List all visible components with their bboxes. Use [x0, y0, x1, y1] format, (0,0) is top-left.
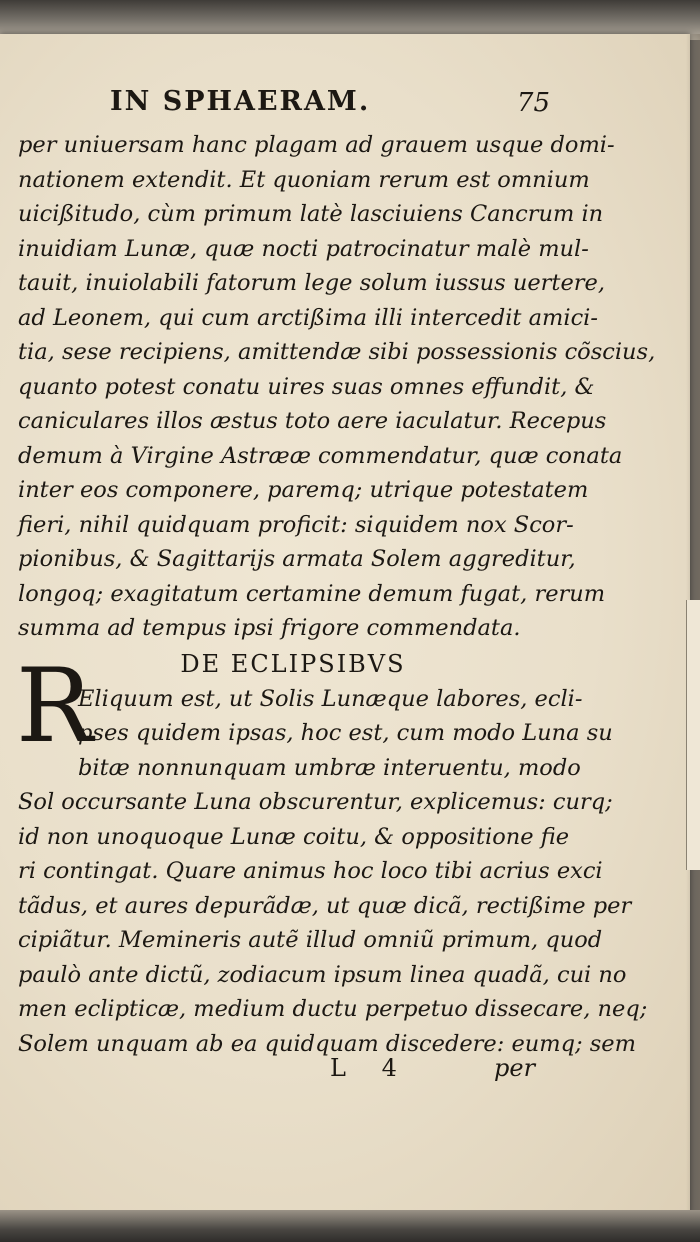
- text-line: caniculares illos æstus toto aere iaculatur. Recepus: [18, 408, 607, 434]
- text-line: paulò ante dictũ, zodiacum ipsum linea quadã, cui no: [18, 961, 627, 988]
- text-line: inuidiam Lunæ, quæ nocti patrocinatur malè mul-: [18, 235, 589, 262]
- text-line: bitæ nonnunquam umbræ interuentu, modo: [78, 754, 581, 781]
- running-head: IN SPHAERAM.: [110, 86, 371, 117]
- text-line: men eclipticæ, medium ductu perpetuo dissecare, neq;: [18, 996, 648, 1022]
- binding-bottom-edge: [0, 1210, 700, 1242]
- catchword: per: [494, 1054, 536, 1082]
- text-line: inter eos componere, paremq; utrique potestatem: [18, 477, 589, 503]
- text-line: Sol occursante Luna obscurentur, explicemus: curq;: [18, 789, 613, 815]
- text-line: cipiãtur. Memineris autẽ illud omniũ primum, quod: [18, 927, 603, 953]
- text-line: longoq; exagitatum certamine demum fugat, rerum: [18, 580, 606, 607]
- text-line: tauit, inuiolabili fatorum lege solum iussus uertere,: [18, 270, 605, 296]
- text-line: ri contingat. Quare animus hoc loco tibi acrius exci: [18, 858, 603, 884]
- text-line: per uniuersam hanc plagam ad grauem usque domi-: [18, 132, 615, 158]
- text-line: fieri, nihil quidquam proficit: siquidem nox Scor-: [18, 511, 574, 538]
- text-line: id non unoquoque Lunæ coitu, & oppositione fie: [18, 823, 570, 850]
- section-heading: DE ECLIPSIBVS: [180, 649, 406, 678]
- page-header: [110, 86, 550, 126]
- text-line: pses quidem ipsas, hoc est, cum modo Luna su: [78, 720, 613, 746]
- drop-cap: R: [16, 647, 93, 766]
- text-line: uicißitudo, cùm primum latè lasciuiens Cancrum in: [18, 201, 604, 227]
- text-line: ad Leonem, qui cum arctißima illi intercedit amici-: [18, 304, 598, 331]
- text-line: pionibus, & Sagittarijs armata Solem aggreditur,: [18, 546, 576, 572]
- text-line: tãdus, et aures depurãdæ, ut quæ dicã, rectißime per: [18, 892, 632, 919]
- signature-mark: L 4: [330, 1054, 411, 1082]
- text-line: summa ad tempus ipsi frigore commendata.: [18, 615, 521, 641]
- text-block: [18, 128, 656, 1061]
- page-footer: [0, 1054, 540, 1088]
- text-line: quanto potest conatu uires suas omnes effundit, &: [18, 373, 595, 400]
- text-line: tia, sese recipiens, amittendæ sibi possessionis cõscius,: [18, 339, 656, 365]
- text-line: Solem unquam ab ea quidquam discedere: eumq; sem: [18, 1030, 636, 1057]
- underlying-page-strip: [686, 600, 700, 870]
- page-number: 75: [516, 88, 550, 118]
- text-line: demum à Virgine Astrææ commendatur, quæ conata: [18, 442, 623, 469]
- text-line: nationem extendit. Et quoniam rerum est omnium: [18, 166, 590, 193]
- text-line: Eliquum est, ut Solis Lunæque labores, ecli-: [78, 685, 583, 712]
